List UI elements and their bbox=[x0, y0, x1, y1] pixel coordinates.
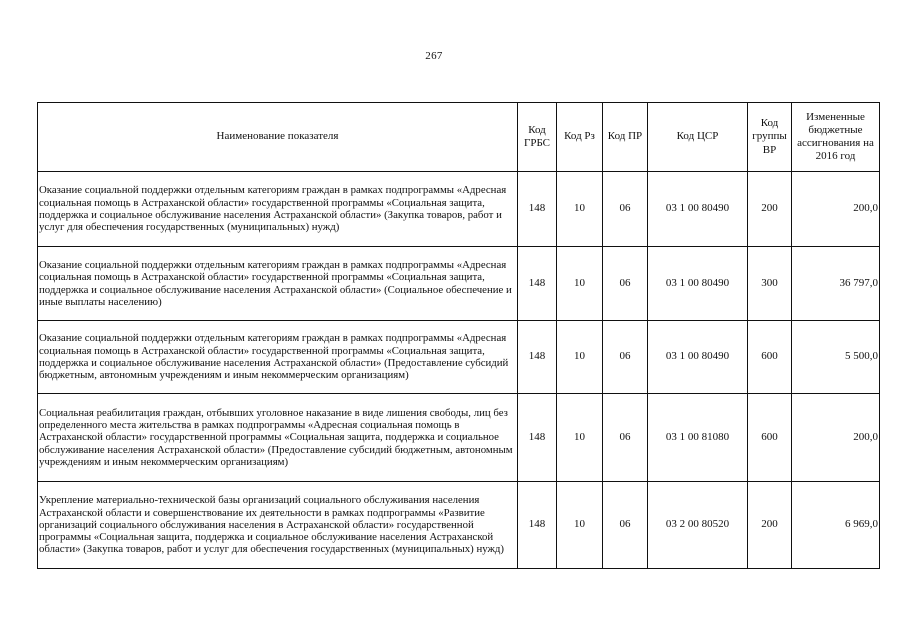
row-csr: 03 1 00 80490 bbox=[648, 172, 748, 247]
header-pr: Код ПР bbox=[603, 103, 648, 172]
row-grbs: 148 bbox=[518, 321, 557, 394]
row-pr: 06 bbox=[603, 482, 648, 569]
header-csr: Код ЦСР bbox=[648, 103, 748, 172]
row-rz: 10 bbox=[557, 394, 603, 482]
row-csr: 03 1 00 80490 bbox=[648, 247, 748, 321]
budget-table bbox=[37, 102, 880, 569]
row-name: Социальная реабилитация граждан, отбывших уголовное наказание в виде лишения свободы, лиц без определенного места жительства в рамках подпрограммы «Адресная социальная помощь в Астраханской области» государственной программы «Социальная защита, поддержка и социальное обслуживание населения Астраханской области» (Предоставление субсидий бюджетным, автономным учреждениям и иным некоммерческим организациям) bbox=[38, 394, 518, 482]
row-name: Оказание социальной поддержки отдельным категориям граждан в рамках подпрограммы «Адресная социальная помощь в Астраханской области» государственной программы «Социальная защита, поддержка и социальное обслуживание населения Астраханской области» (Предоставление субсидий бюджетным, автономным учреждениям и иным некоммерческим организациям) bbox=[38, 321, 518, 394]
row-csr: 03 2 00 80520 bbox=[648, 482, 748, 569]
row-sum: 200,0 bbox=[792, 172, 880, 247]
header-sum: Измененные бюджетные ассигнования на 2016 год bbox=[792, 103, 880, 172]
header-name: Наименование показателя bbox=[38, 103, 518, 172]
header-grbs: Код ГРБС bbox=[518, 103, 557, 172]
row-pr: 06 bbox=[603, 247, 648, 321]
row-name: Укрепление материально-технической базы организаций социального обслуживания населения Астраханской области и совершенствование их деятельности в рамках подпрограммы «Развитие организаций социального обслуживания населения в Астраханской области» государственной программы «Социальная защита, поддержка и социальное обслуживание населения Астраханской области» (Закупка товаров, работ и услуг для обеспечения государственных (муниципальных) нужд) bbox=[38, 482, 518, 569]
row-pr: 06 bbox=[603, 321, 648, 394]
page-number: 267 bbox=[425, 50, 443, 62]
row-vr: 600 bbox=[748, 394, 792, 482]
table-row bbox=[38, 482, 880, 569]
row-grbs: 148 bbox=[518, 247, 557, 321]
row-vr: 200 bbox=[748, 482, 792, 569]
table-row bbox=[38, 247, 880, 321]
row-vr: 200 bbox=[748, 172, 792, 247]
row-pr: 06 bbox=[603, 172, 648, 247]
row-pr: 06 bbox=[603, 394, 648, 482]
row-rz: 10 bbox=[557, 172, 603, 247]
row-grbs: 148 bbox=[518, 394, 557, 482]
table-row bbox=[38, 172, 880, 247]
row-name: Оказание социальной поддержки отдельным категориям граждан в рамках подпрограммы «Адресная социальная помощь в Астраханской области» государственной программы «Социальная защита, поддержка и социальное обслуживание населения Астраханской области» (Социальное обеспечение и иные выплаты населению) bbox=[38, 247, 518, 321]
row-rz: 10 bbox=[557, 247, 603, 321]
row-vr: 600 bbox=[748, 321, 792, 394]
row-name: Оказание социальной поддержки отдельным категориям граждан в рамках подпрограммы «Адресная социальная помощь в Астраханской области» государственной программы «Социальная защита, поддержка и социальное обслуживание населения Астраханской области» (Закупка товаров, работ и услуг для обеспечения государственных (муниципальных) нужд) bbox=[38, 172, 518, 247]
row-csr: 03 1 00 80490 bbox=[648, 321, 748, 394]
row-grbs: 148 bbox=[518, 172, 557, 247]
table-row bbox=[38, 321, 880, 394]
row-sum: 36 797,0 bbox=[792, 247, 880, 321]
row-rz: 10 bbox=[557, 321, 603, 394]
row-csr: 03 1 00 81080 bbox=[648, 394, 748, 482]
row-sum: 200,0 bbox=[792, 394, 880, 482]
table-row bbox=[38, 394, 880, 482]
table-header-row bbox=[38, 103, 880, 172]
row-sum: 6 969,0 bbox=[792, 482, 880, 569]
row-rz: 10 bbox=[557, 482, 603, 569]
header-vr: Код группы ВР bbox=[748, 103, 792, 172]
row-vr: 300 bbox=[748, 247, 792, 321]
header-rz: Код Рз bbox=[557, 103, 603, 172]
row-grbs: 148 bbox=[518, 482, 557, 569]
row-sum: 5 500,0 bbox=[792, 321, 880, 394]
